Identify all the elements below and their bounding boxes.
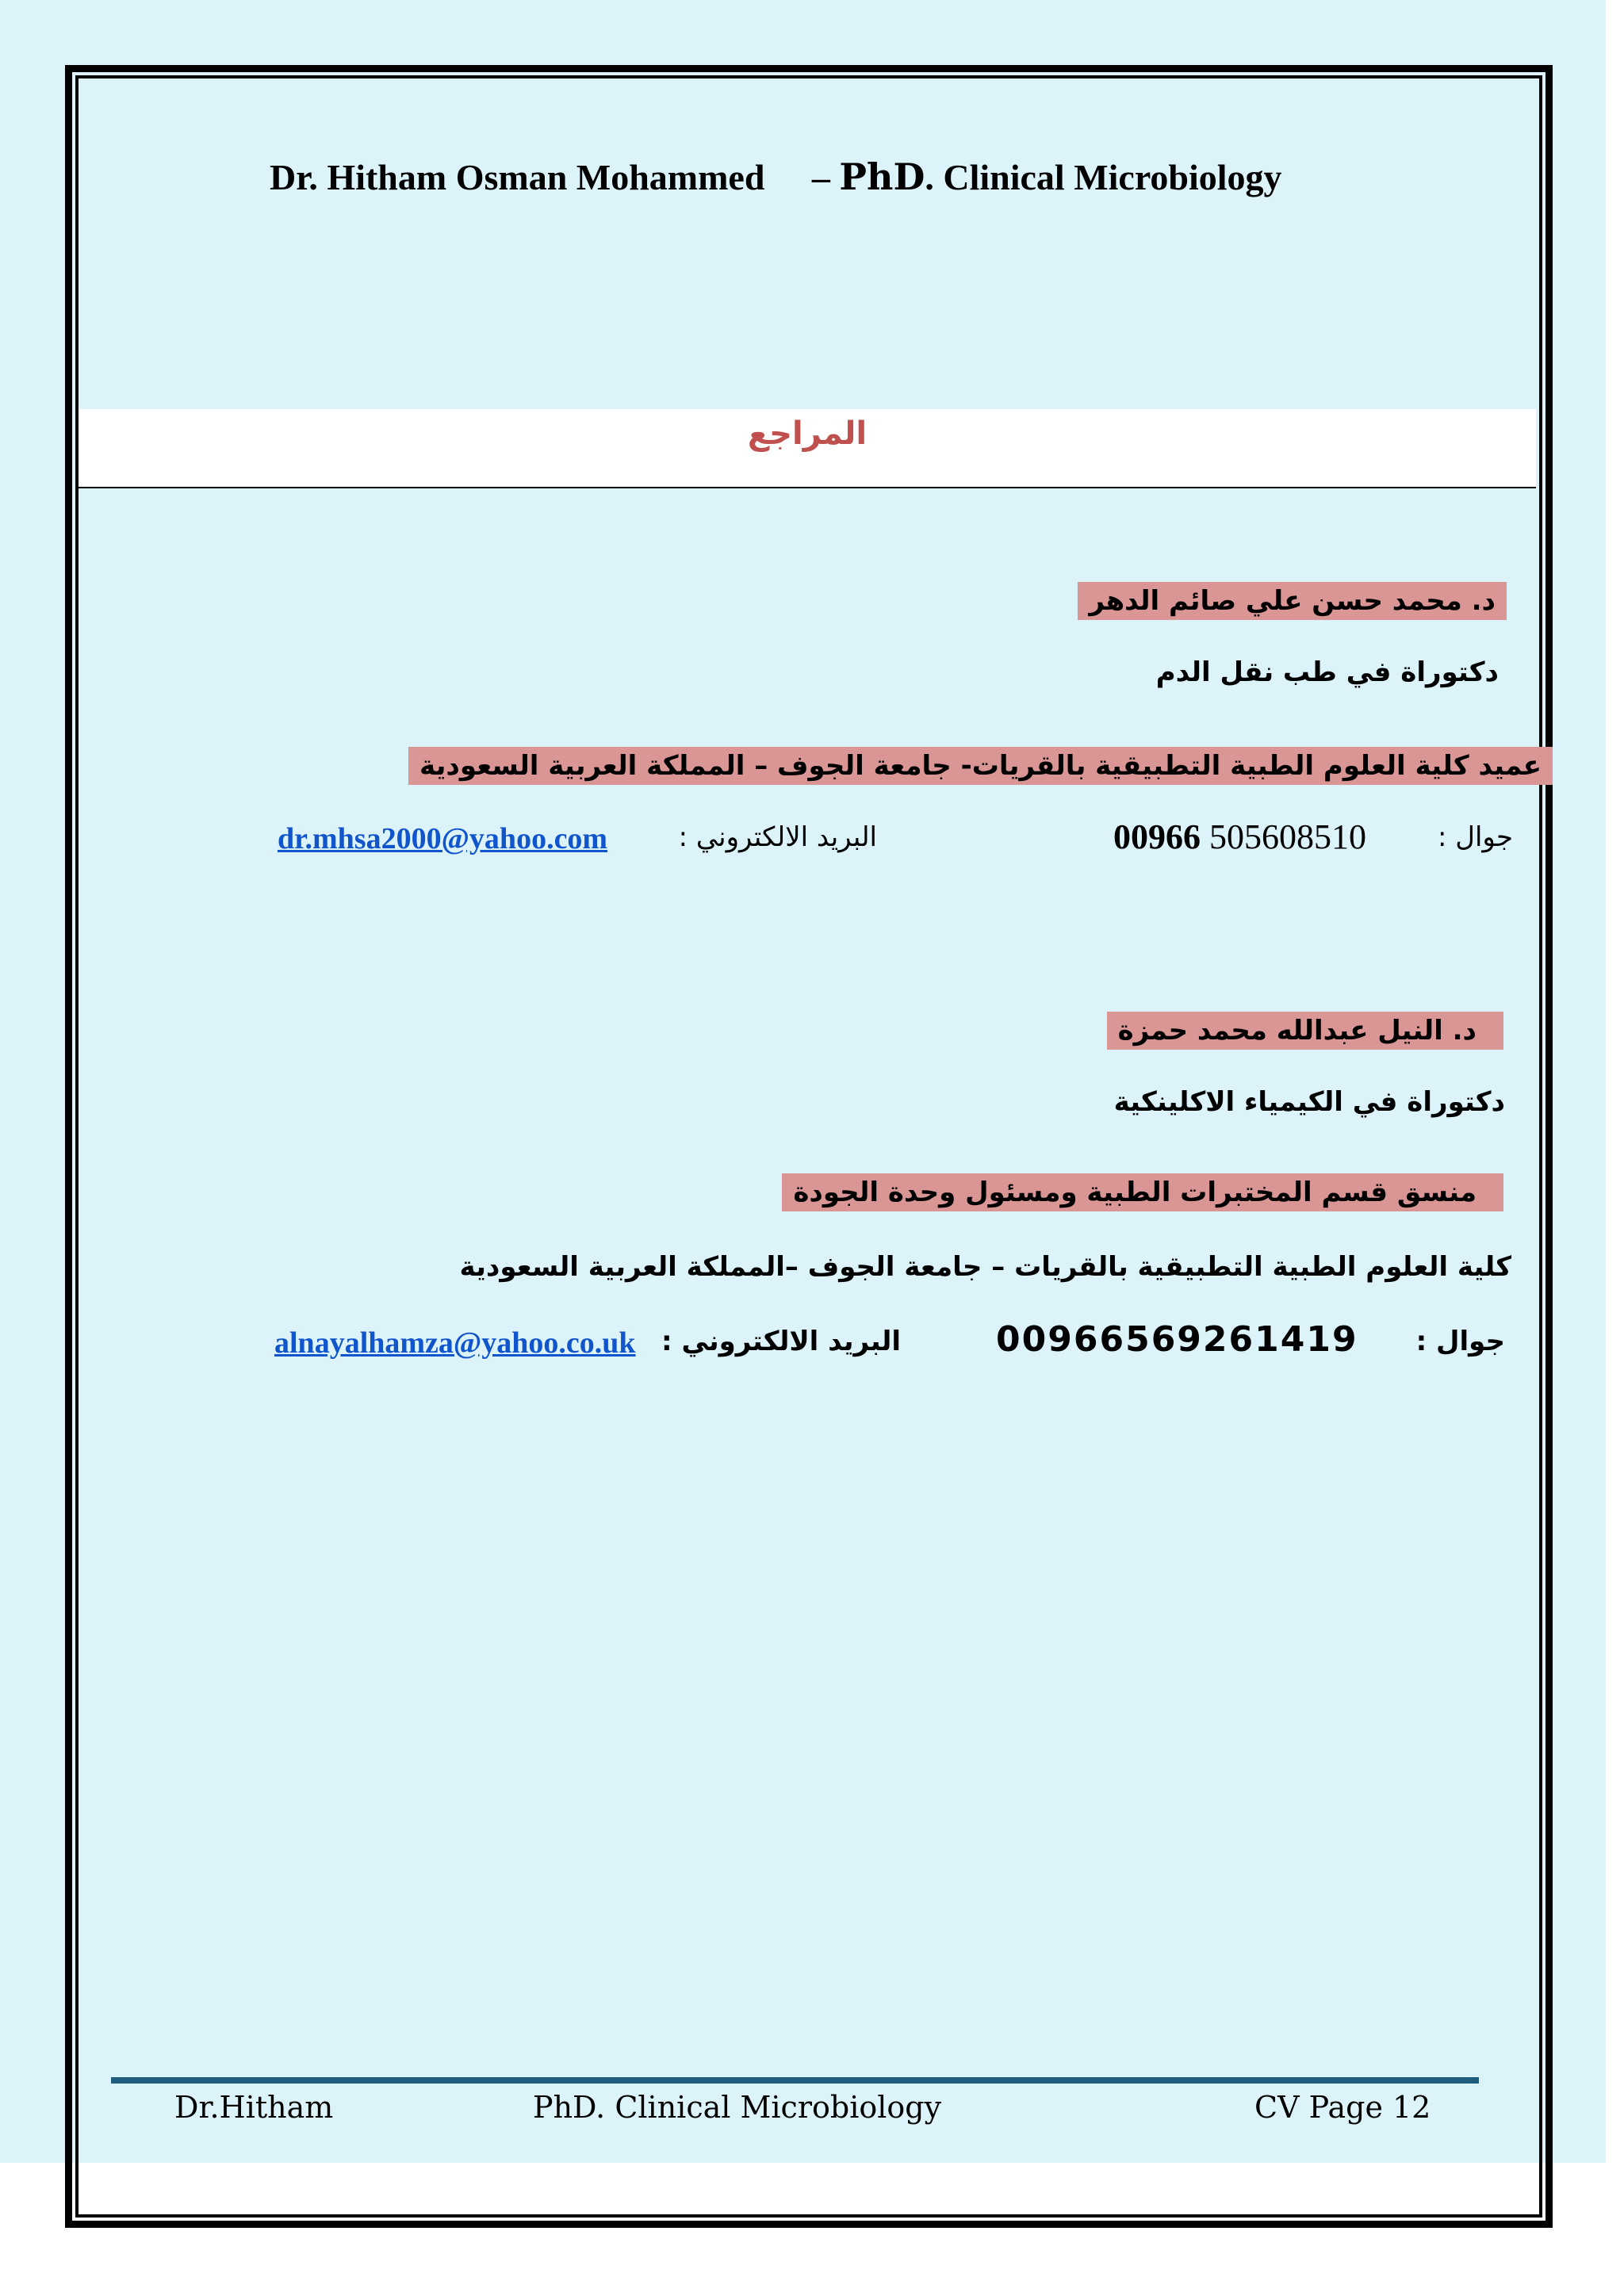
reference-1-phone-code: 00966 bbox=[1113, 817, 1201, 856]
reference-1-name: د. محمد حسن علي صائم الدهر bbox=[1078, 585, 1507, 617]
reference-2-phone: 00966569261419 bbox=[996, 1319, 1358, 1360]
header-dash: – bbox=[811, 157, 830, 197]
reference-1-phone-label: جوال : bbox=[1438, 821, 1513, 853]
section-title: المراجع bbox=[747, 415, 868, 452]
reference-2-name: د. النيل عبدالله محمد حمزة bbox=[1107, 1015, 1503, 1047]
footer-rule bbox=[111, 2077, 1479, 2084]
reference-1-degree: دكتوراة في طب نقل الدم bbox=[1155, 656, 1499, 688]
reference-1-phone bbox=[1113, 817, 1366, 857]
section-title-band bbox=[79, 409, 1536, 488]
reference-1-email-label: البريد الالكتروني : bbox=[678, 821, 877, 853]
reference-2-position: منسق قسم المختبرات الطبية ومسئول وحدة الجودة bbox=[782, 1177, 1503, 1208]
header-name: Dr. Hitham Osman Mohammed bbox=[270, 157, 765, 197]
footer-author: Dr.Hitham bbox=[174, 2090, 334, 2125]
header-field: . Clinical Microbiology bbox=[925, 157, 1282, 197]
reference-1-phone-number: 505608510 bbox=[1209, 817, 1366, 856]
reference-2-degree: دكتوراة في الكيمياء الاكلينكية bbox=[1113, 1086, 1505, 1118]
header-degree: PhD bbox=[839, 155, 925, 198]
reference-2-institution: كلية العلوم الطبية التطبيقية بالقريات – جامعة الجوف –المملكة العربية السعودية bbox=[459, 1251, 1511, 1283]
page-header bbox=[270, 155, 1380, 198]
page-border-inner bbox=[75, 75, 1542, 2218]
footer-degree: PhD. Clinical Microbiology bbox=[533, 2090, 942, 2125]
reference-2-phone-label: جوال : bbox=[1415, 1326, 1505, 1357]
reference-2-email-label: البريد الالكتروني : bbox=[661, 1326, 901, 1357]
reference-2-email-link[interactable]: alnayalhamza@yahoo.co.uk bbox=[274, 1326, 636, 1360]
footer-page-number: CV Page 12 bbox=[1254, 2090, 1431, 2125]
reference-1-email-link[interactable]: dr.mhsa2000@yahoo.com bbox=[278, 822, 608, 855]
reference-1-position: عميد كلية العلوم الطبية التطبيقية بالقريات- جامعة الجوف – المملكة العربية السعودية bbox=[408, 750, 1553, 782]
